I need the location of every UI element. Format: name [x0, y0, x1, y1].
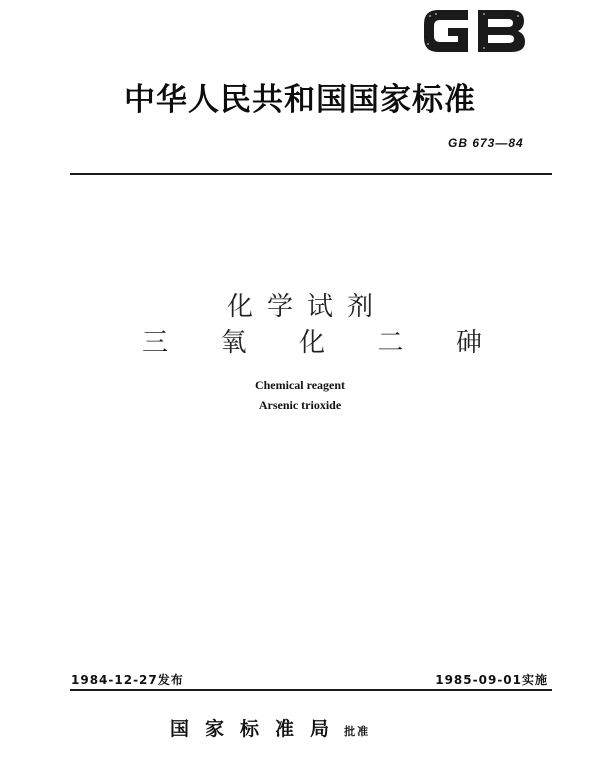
country-standard-title: 中华人民共和国国家标准 [124, 82, 476, 118]
title-cn-char: 三 [142, 328, 169, 358]
approver-action: 批准 [344, 725, 371, 738]
title-cn-char: 氧 [220, 328, 247, 358]
title-cn-line2 [142, 322, 482, 359]
approver-org: 国家标准局 [170, 718, 346, 740]
footer-divider [70, 689, 552, 691]
implementation-date: 1985-09-01实施 [435, 673, 548, 687]
title-cn-char: 二 [377, 328, 404, 358]
standard-number: GB 673—84 [448, 136, 524, 150]
title-en-line1: Chemical reagent [254, 378, 346, 392]
gb-logo-icon [418, 4, 530, 56]
title-cn-char: 砷 [455, 328, 482, 358]
approver-line [170, 714, 370, 741]
header-divider [70, 173, 552, 175]
title-cn-line1: 化学试剂 [226, 292, 387, 322]
issue-date: 1984-12-27发布 [71, 673, 184, 687]
title-cn-char: 化 [298, 328, 325, 358]
title-en-line2: Arsenic trioxide [258, 398, 342, 412]
